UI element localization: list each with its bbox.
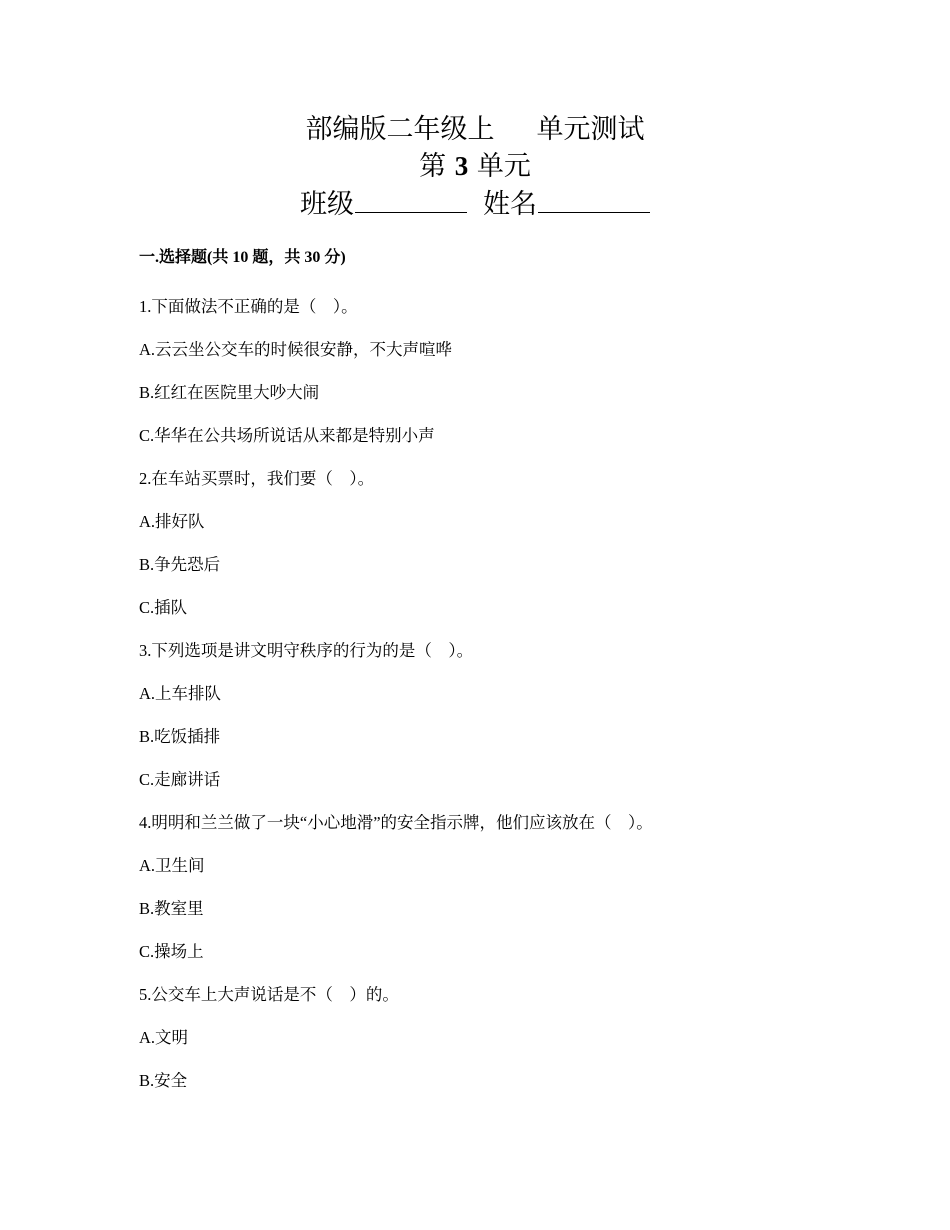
question-2: 2.在车站买票时，我们要（ ）。	[139, 469, 375, 488]
unit-title	[0, 148, 950, 185]
name-label: 姓名	[483, 189, 537, 220]
section-heading: 一.选择题(共 10 题，共 30 分)	[139, 249, 346, 266]
title-test: 单元测试	[536, 114, 645, 145]
question-1-option-b[interactable]: B.红红在医院里大吵大闹	[139, 383, 320, 402]
question-3-option-a[interactable]: A.上车排队	[139, 684, 222, 703]
student-info	[0, 184, 950, 224]
question-3-option-b[interactable]: B.吃饭插排	[139, 727, 221, 746]
class-blank[interactable]	[355, 184, 467, 213]
question-5: 5.公交车上大声说话是不（ ）的。	[139, 985, 399, 1004]
title-grade: 部编版二年级上	[305, 114, 495, 145]
question-4-option-b[interactable]: B.教室里	[139, 899, 204, 918]
question-2-option-b[interactable]: B.争先恐后	[139, 555, 221, 574]
question-2-option-c[interactable]: C.插队	[139, 598, 188, 617]
question-1-option-a[interactable]: A.云云坐公交车的时候很安静，不大声喧哗	[139, 340, 453, 359]
unit-suffix: 单元	[476, 151, 531, 182]
name-blank[interactable]	[538, 184, 650, 213]
question-list	[139, 294, 919, 1111]
question-4-option-a[interactable]: A.卫生间	[139, 856, 205, 875]
unit-prefix: 第	[419, 151, 447, 182]
question-3: 3.下列选项是讲文明守秩序的行为的是（ ）。	[139, 641, 474, 660]
exam-title	[0, 112, 950, 148]
question-2-option-a[interactable]: A.排好队	[139, 512, 205, 531]
question-4: 4.明明和兰兰做了一块“小心地滑”的安全指示牌，他们应该放在（ ）。	[139, 813, 653, 832]
question-5-option-b[interactable]: B.安全	[139, 1071, 188, 1090]
unit-number: 3	[454, 151, 469, 181]
question-1-option-c[interactable]: C.华华在公共场所说话从来都是特别小声	[139, 426, 435, 445]
question-5-option-a[interactable]: A.文明	[139, 1028, 189, 1047]
question-1: 1.下面做法不正确的是（ ）。	[139, 297, 358, 316]
question-4-option-c[interactable]: C.操场上	[139, 942, 204, 961]
question-3-option-c[interactable]: C.走廊讲话	[139, 770, 221, 789]
class-label: 班级	[300, 189, 354, 220]
